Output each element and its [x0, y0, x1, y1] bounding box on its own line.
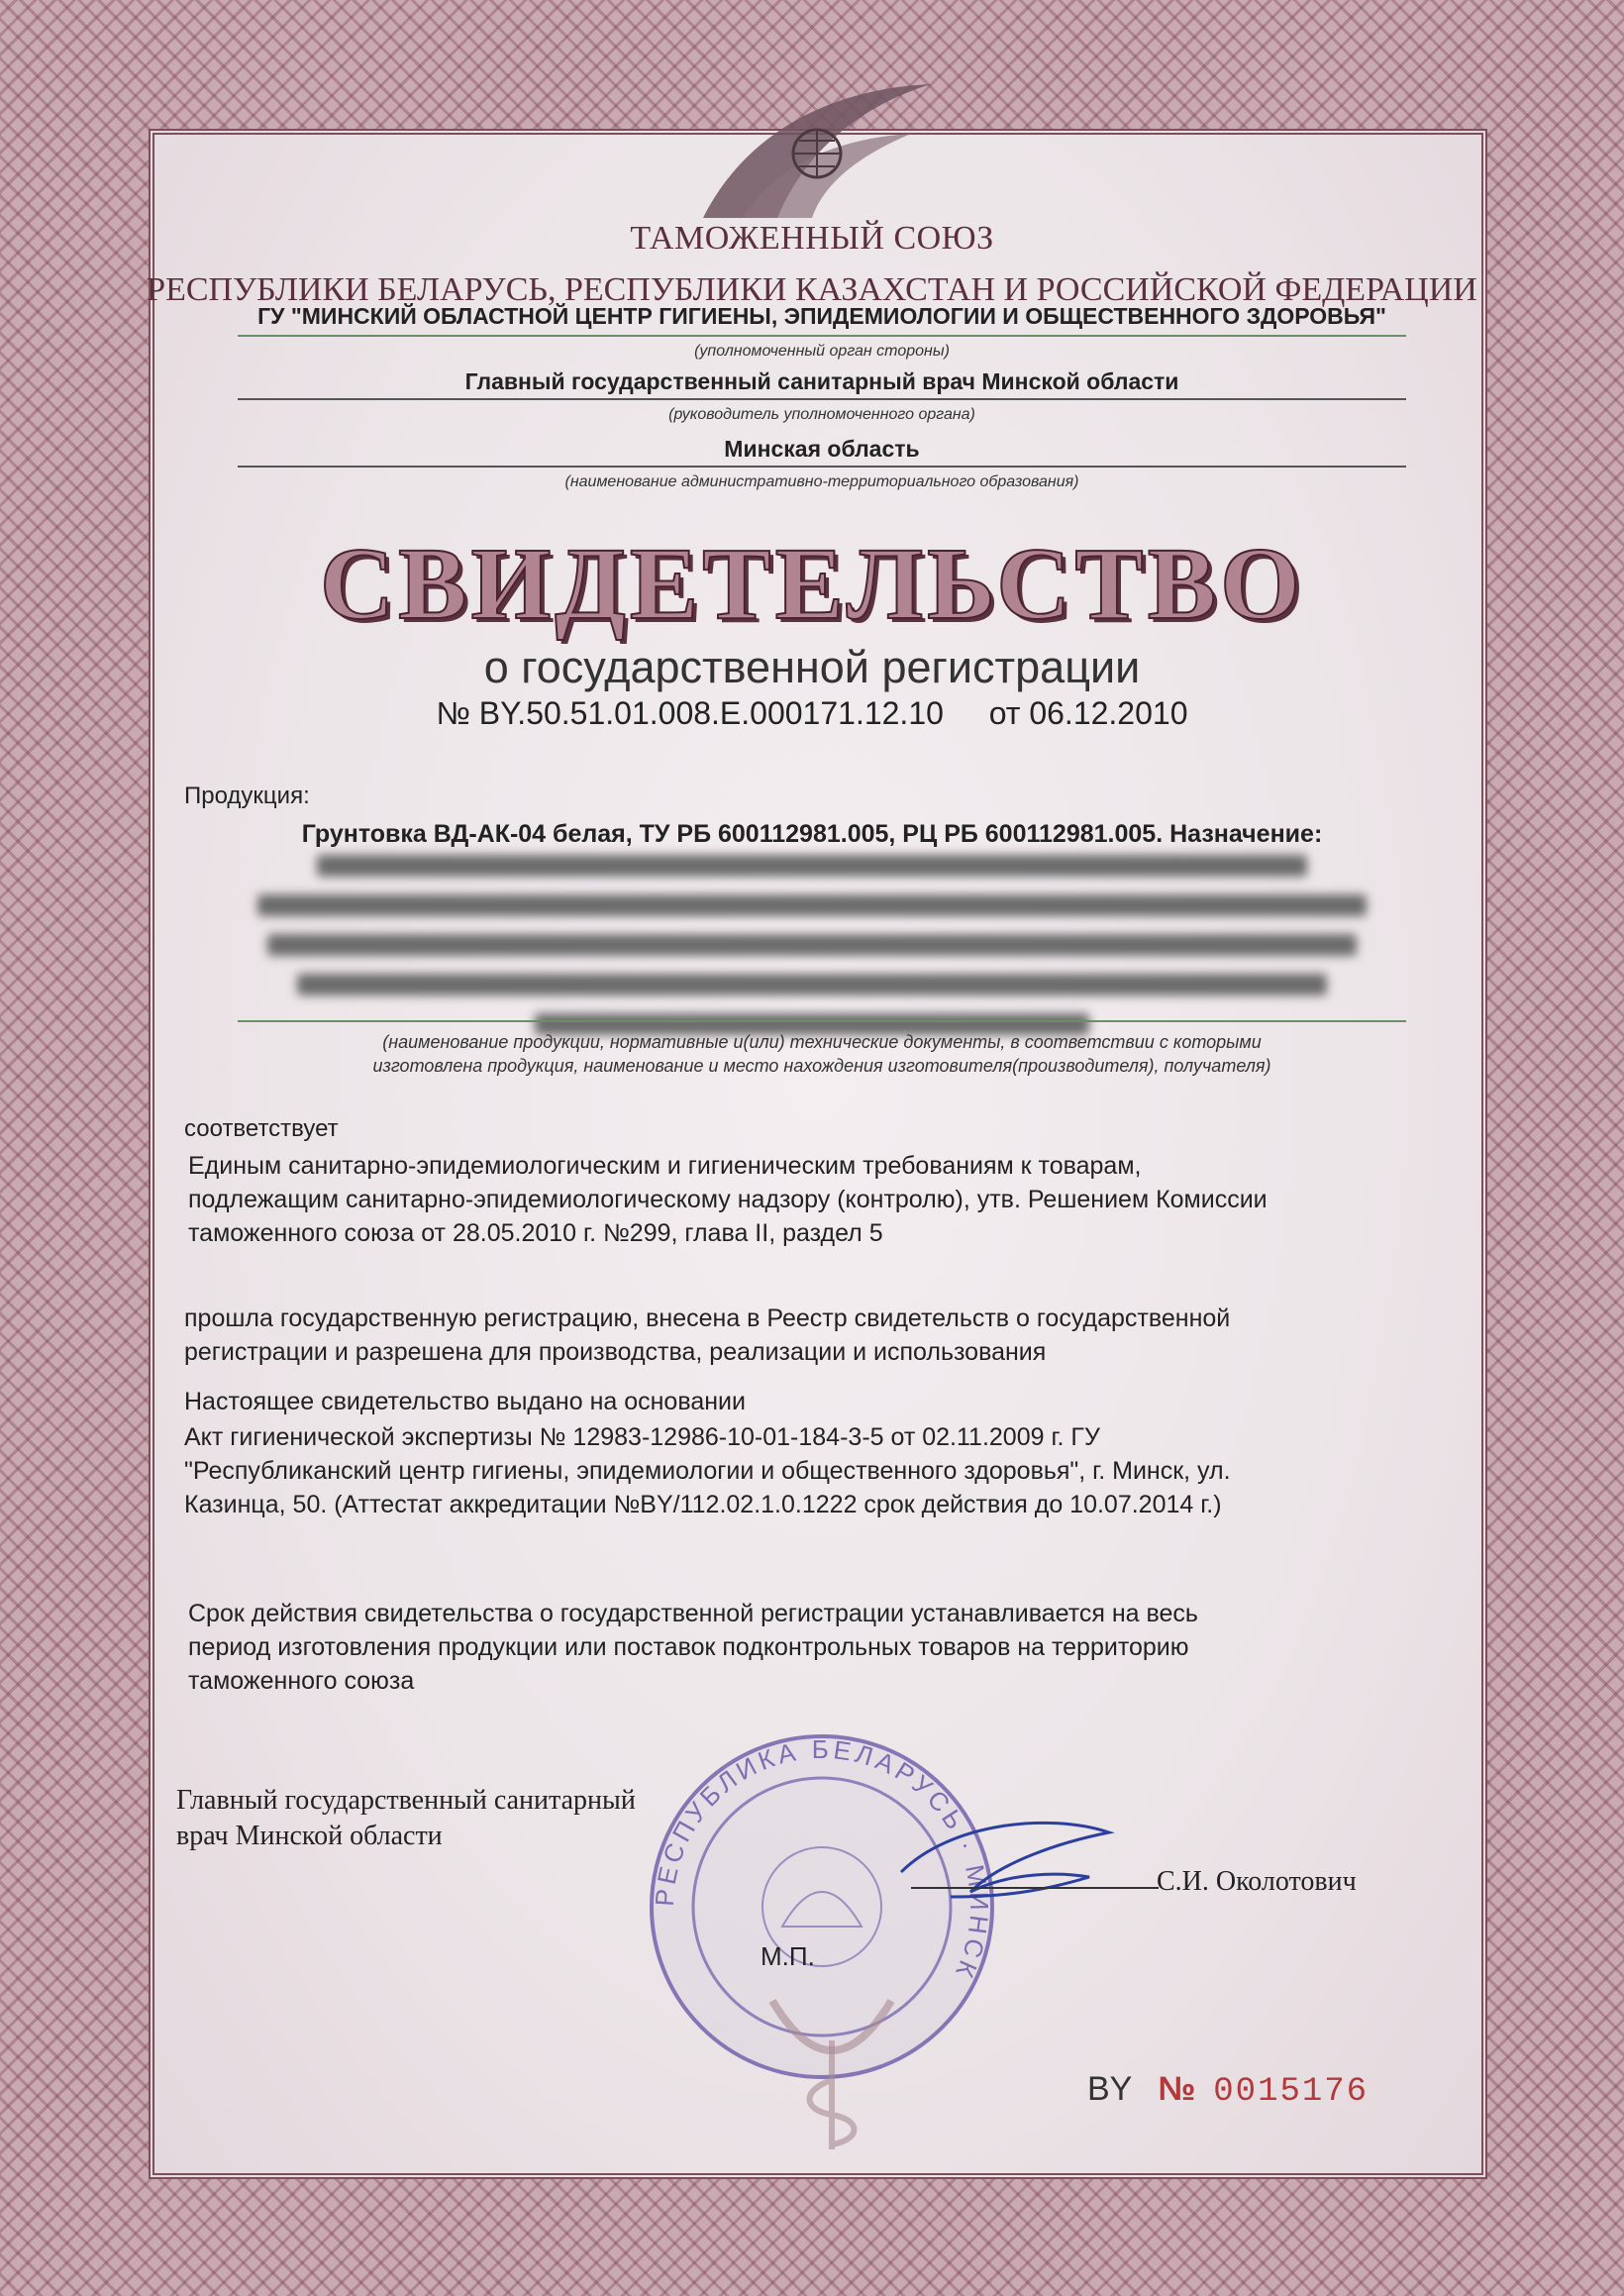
head-underline	[238, 398, 1406, 400]
basis-line: Акт гигиенической экспертизы № 12983-12986-10-01-184-3-5 от 02.11.2009 г. ГУ	[184, 1423, 1100, 1451]
registration-text	[184, 1302, 1432, 1369]
region-underline	[238, 466, 1406, 468]
conformity-text	[188, 1149, 1436, 1250]
union-title: ТАМОЖЕННЫЙ СОЮЗ	[630, 220, 994, 257]
registration-line: регистрации и разрешена для производства, реализации и использования	[184, 1338, 1047, 1366]
signatory-position-line: Главный государственный санитарный	[176, 1785, 636, 1816]
basis-line: Казинца, 50. (Аттестат аккредитации №BY/112.02.1.0.1222 срок действия до 10.07.2014 г.)	[184, 1491, 1222, 1518]
region-caption: (наименование административно-территориального образования)	[564, 473, 1079, 490]
serial-country: BY	[1087, 2070, 1133, 2108]
handwritten-signature	[891, 1803, 1149, 1922]
conformity-line: подлежащим санитарно-эпидемиологическому надзору (контролю), утв. Решением Комиссии	[188, 1186, 1268, 1213]
hygiene-emblem	[753, 1981, 911, 2159]
head-title: Главный государственный санитарный врач Минской области	[464, 368, 1179, 394]
signatory-name: С.И. Околотович	[1157, 1866, 1357, 1897]
basis-line: "Республиканский центр гигиены, эпидемиологии и общественного здоровья", г. Минск, ул.	[184, 1457, 1231, 1485]
validity-line: таможенного союза	[188, 1667, 415, 1695]
serial-number: 0015176	[1213, 2073, 1370, 2111]
authority-caption: (уполномоченный орган стороны)	[694, 343, 950, 360]
conformity-label: соответствует	[184, 1115, 339, 1142]
region-name: Минская область	[724, 436, 920, 462]
certificate-title: СВИДЕТЕЛЬСТВО	[319, 527, 1305, 641]
product-description: Грунтовка ВД-АК-04 белая, ТУ РБ 600112981.005, РЦ РБ 600112981.005. Назначение:	[301, 820, 1323, 848]
product-caption-line2: изготовлена продукция, наименование и место нахождения изготовителя(производителя), получателя)	[372, 1056, 1271, 1076]
certificate-number-line	[0, 695, 1624, 732]
basis-label: Настоящее свидетельство выдано на основании	[184, 1388, 746, 1415]
registration-line: прошла государственную регистрацию, внесена в Реестр свидетельств о государственной	[184, 1305, 1231, 1332]
customs-union-logo	[683, 79, 941, 228]
basis-text	[184, 1420, 1442, 1521]
product-label: Продукция:	[184, 783, 310, 809]
validity-line: период изготовления продукции или поставок подконтрольных товаров на территорию	[188, 1633, 1189, 1661]
signature-line	[911, 1887, 1159, 1889]
product-caption-line1: (наименование продукции, нормативные и(или) технические документы, в соответствии с которыми	[382, 1032, 1262, 1052]
validity-text	[188, 1597, 1436, 1698]
signatory-position	[176, 1783, 636, 1854]
certificate-subtitle: о государственной регистрации	[483, 642, 1141, 692]
certificate-number: № BY.50.51.01.008.E.000171.12.10	[436, 695, 944, 731]
stamp-text: РЕСПУБЛИКА БЕЛАРУСЬ · МИНСК	[649, 1733, 995, 1986]
serial-number-block	[1087, 2070, 1369, 2111]
conformity-line: Единым санитарно-эпидемиологическим и гигиеническим требованиям к товарам,	[188, 1152, 1142, 1180]
authority-underline	[238, 335, 1406, 337]
seal-place-label: М.П.	[761, 1941, 815, 1971]
serial-no-sign: №	[1158, 2070, 1196, 2108]
signatory-position-line: врач Минской области	[176, 1821, 443, 1851]
head-caption: (руководитель уполномоченного органа)	[668, 406, 975, 423]
product-underline	[238, 1020, 1406, 1022]
conformity-line: таможенного союза от 28.05.2010 г. №299, глава II, раздел 5	[188, 1219, 883, 1247]
validity-line: Срок действия свидетельства о государственной регистрации устанавливается на весь	[188, 1600, 1198, 1627]
redacted-manufacturer-info	[218, 850, 1406, 1008]
union-subtitle: РЕСПУБЛИКИ БЕЛАРУСЬ, РЕСПУБЛИКИ КАЗАХСТАН И РОССИЙСКОЙ ФЕДЕРАЦИИ	[147, 271, 1477, 308]
certificate-date: от 06.12.2010	[988, 695, 1188, 731]
authority-name: ГУ "МИНСКИЙ ОБЛАСТНОЙ ЦЕНТР ГИГИЕНЫ, ЭПИДЕМИОЛОГИИ И ОБЩЕСТВЕННОГО ЗДОРОВЬЯ"	[257, 303, 1386, 329]
